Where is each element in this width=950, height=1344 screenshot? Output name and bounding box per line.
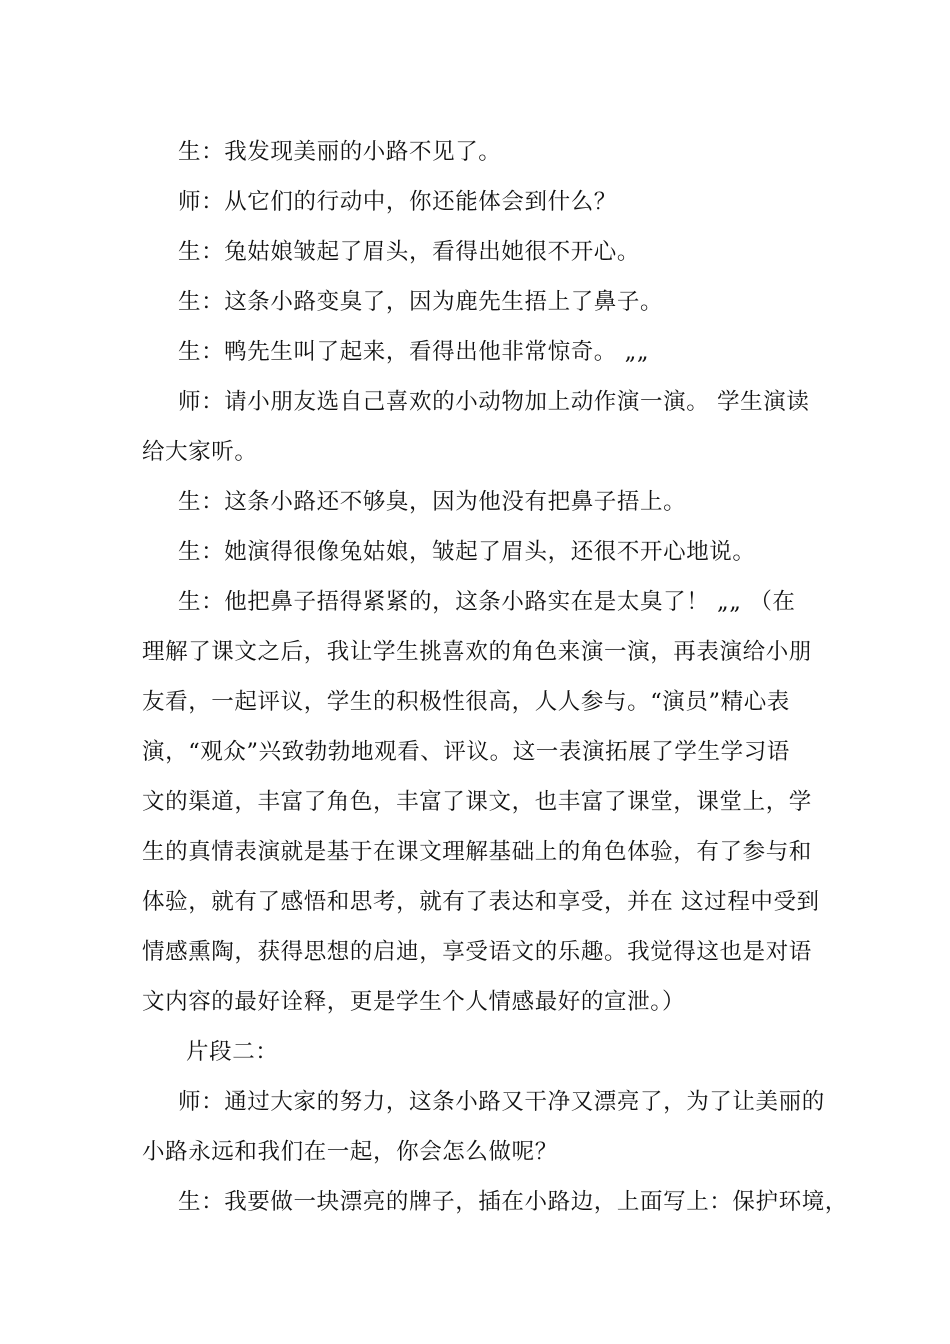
dialogue-line: 生：这条小路还不够臭，因为他没有把鼻子捂上。 — [178, 489, 687, 515]
paragraph-continuation: 理解了课文之后，我让学生挑喜欢的角色来演一演，再表演给小朋 — [142, 639, 812, 665]
dialogue-line: 生：这条小路变臭了，因为鹿先生捂上了鼻子。 — [178, 289, 664, 315]
dialogue-line: 生：兔姑娘皱起了眉头，看得出她很不开心。 — [178, 239, 641, 265]
dialogue-line: 师：请小朋友选自己喜欢的小动物加上动作演一演。 学生演读 — [178, 389, 810, 415]
paragraph-continuation: 体验，就有了感悟和思考，就有了表达和享受，并在 这过程中受到 — [142, 889, 820, 915]
dialogue-line: 生：她演得很像兔姑娘，皱起了眉头，还很不开心地说。 — [178, 539, 756, 565]
dialogue-line: 生：我要做一块漂亮的牌子，插在小路边，上面写上：保护环境， — [178, 1189, 848, 1215]
dialogue-line: 师：从它们的行动中，你还能体会到什么？ — [178, 189, 617, 215]
paragraph-continuation: 文内容的最好诠释，更是学生个人情感最好的宣泄。） — [142, 989, 686, 1015]
dialogue-line: 生：鸭先生叫了起来，看得出他非常惊奇。 „„ — [178, 339, 650, 365]
paragraph-continuation: 生的真情表演就是基于在课文理解基础上的角色体验，有了参与和 — [142, 839, 812, 865]
section-heading: 片段二： — [186, 1039, 279, 1065]
paragraph-continuation: 友看，一起评议，学生的积极性很高，人人参与。“演员”精心表 — [142, 689, 790, 715]
paragraph-continuation: 给大家听。 — [142, 439, 258, 465]
paragraph-continuation: 演，“观众”兴致勃勃地观看、评议。这一表演拓展了学生学习语 — [142, 739, 790, 765]
paragraph-continuation: 情感熏陶，获得思想的启迪，享受语文的乐趣。我觉得这也是对语 — [142, 939, 812, 965]
dialogue-line: 生：我发现美丽的小路不见了。 — [178, 139, 502, 165]
paragraph-continuation: 文的渠道，丰富了角色，丰富了课文，也丰富了课堂，课堂上，学 — [142, 789, 812, 815]
dialogue-line: 生：他把鼻子捂得紧紧的，这条小路实在是太臭了！ „„ （在 — [178, 589, 796, 615]
paragraph-continuation: 小路永远和我们在一起，你会怎么做呢？ — [142, 1139, 558, 1165]
dialogue-line: 师：通过大家的努力，这条小路又干净又漂亮了，为了让美丽的 — [178, 1089, 825, 1115]
